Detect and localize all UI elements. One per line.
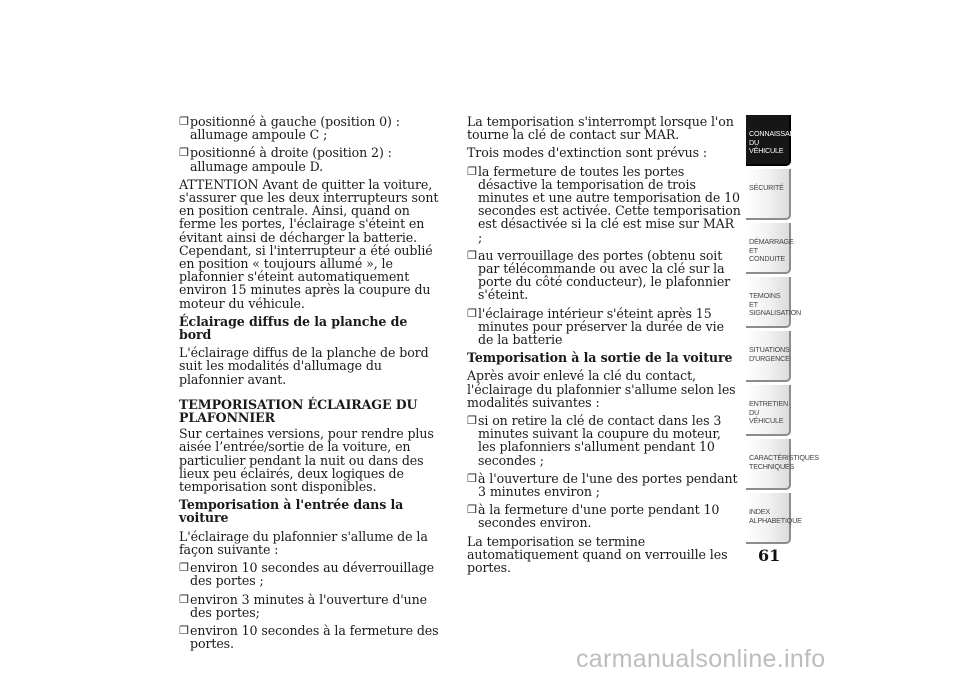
exit-heading: Temporisation à la sortie de la voiture	[467, 350, 733, 366]
list-item	[179, 146, 441, 172]
checkbox-bullet-icon: ❐	[467, 414, 477, 428]
list-item	[179, 624, 441, 650]
tab-label-line1: CONNAISSANCE DU	[749, 129, 805, 147]
bullet-text: environ 10 secondes à la fermeture des portes.	[190, 622, 439, 652]
list-item	[467, 503, 741, 529]
tab-label-line2: VÉHICULE	[749, 416, 784, 425]
section-heading: TEMPORISATION ÉCLAIRAGE DU PLAFONNIER	[179, 396, 418, 426]
bullet-text: positionné à gauche (position 0) : allumage ampoule C ;	[190, 114, 400, 143]
tab-label-line1: TEMOINS ET	[749, 291, 781, 309]
bullet-text: la fermeture de toutes les portes désactive la temporisation de trois minutes et une autre temporisation de 10 secondes est activée. Cette temporisation est désactivée si la clé est mise sur MAR ;	[478, 163, 741, 245]
list-item	[467, 249, 741, 302]
modes-intro: Trois modes d'extinction sont prévus :	[467, 145, 708, 161]
exit-intro: Après avoir enlevé la clé du contact, l'éclairage du plafonnier s'allume selon les modalités suivantes :	[467, 368, 736, 410]
interrupt-paragraph: La temporisation s'interrompt lorsque l'on tourne la clé de contact sur MAR.	[467, 114, 734, 143]
list-item	[179, 593, 441, 619]
diffuse-lighting-heading: Éclairage diffus de la planche de bord	[179, 313, 408, 343]
final-paragraph: La temporisation se termine automatiquement quand on verrouille les portes.	[467, 533, 728, 576]
checkbox-bullet-icon: ❐	[467, 306, 477, 320]
list-item	[179, 561, 441, 587]
list-item	[467, 165, 741, 244]
tab-entretien-du-vehicule[interactable]	[746, 385, 791, 436]
tab-situations-d-urgence[interactable]	[746, 331, 791, 382]
checkbox-bullet-icon: ❐	[179, 146, 189, 160]
bullet-text: à la fermeture d'une porte pendant 10 secondes environ.	[478, 502, 720, 531]
right-column	[467, 115, 741, 579]
checkbox-bullet-icon: ❐	[179, 592, 189, 606]
tab-label-line1: INDEX	[749, 507, 770, 516]
tab-demarrage-et-conduite[interactable]	[746, 223, 794, 274]
checkbox-bullet-icon: ❐	[179, 561, 189, 575]
tab-label-line2: D'URGENCE	[749, 353, 790, 363]
attention-paragraph: ATTENTION Avant de quitter la voiture, s'assurer que les deux interrupteurs sont en position centrale. Ainsi, quand on ferme les portes, l'éclairage s'éteint en évitant ainsi de décharger la batterie. Cependant, si l'interrupteur a été oublié en position « toujours allumé », le plafonnier s'éteint automatiquement environ 15 minutes après la coupure du moteur du véhicule.	[179, 176, 439, 311]
tab-caracteristiques-techniques[interactable]	[746, 439, 819, 490]
bullet-text: environ 3 minutes à l'ouverture d'une des portes;	[190, 591, 428, 620]
tab-label-line2: TECHNIQUES	[749, 461, 795, 471]
section-intro: Sur certaines versions, pour rendre plus aisée l’entrée/sortie de la voiture, en particulier pendant la nuit ou dans des lieux peu éclairés, deux logiques de temporisation sont disponibles.	[179, 426, 434, 495]
checkbox-bullet-icon: ❐	[179, 115, 189, 128]
bullet-text: si on retire la clé de contact dans les 3 minutes suivant la coupure du moteur, les plafonniers s'allument pendant 10 secondes ;	[478, 413, 722, 468]
tab-label-line1: SITUATIONS	[749, 345, 790, 354]
tab-label-line2: VÉHICULE	[749, 146, 784, 155]
checkbox-bullet-icon: ❐	[467, 471, 477, 485]
checkbox-bullet-icon: ❐	[467, 248, 477, 262]
list-item	[467, 307, 741, 347]
bullet-text: positionné à droite (position 2) : allumage ampoule D.	[190, 145, 392, 174]
list-item	[467, 472, 741, 498]
bullet-text: environ 10 secondes au déverrouillage des portes ;	[190, 560, 434, 589]
tab-label-line1: CARACTÉRISTIQUES	[749, 453, 819, 462]
bullet-text: à l'ouverture de l'une des portes pendant 3 minutes environ ;	[478, 470, 738, 500]
entry-intro: L'éclairage du plafonnier s'allume de la façon suivante :	[179, 528, 428, 557]
entry-heading: Temporisation à l'entrée dans la voiture	[179, 497, 404, 526]
page-number: 61	[758, 546, 781, 565]
tab-index-alphabetique[interactable]	[746, 493, 802, 544]
bullet-text: l'éclairage intérieur s'éteint après 15 minutes pour préserver la durée de vie de la batterie	[478, 305, 724, 348]
bullet-text: au verrouillage des portes (obtenu soit par télécommande ou avec la clé sur la porte du côté conducteur), le plafonnier s'éteint.	[478, 247, 731, 303]
list-item	[467, 414, 741, 467]
tab-temoins-et-signalisation[interactable]	[746, 277, 801, 328]
list-item	[179, 115, 441, 141]
tab-label-line2: CONDUITE	[749, 254, 785, 263]
tab-securite[interactable]	[746, 169, 791, 220]
tab-label-line1: SÉCURITÉ	[749, 183, 784, 192]
chapter-tabs	[746, 115, 819, 547]
checkbox-bullet-icon: ❐	[179, 623, 189, 637]
diffuse-lighting-text: L'éclairage diffus de la planche de bord suit les modalités d'allumage du plafonnier avant.	[179, 345, 429, 387]
watermark: carmanualsonline.info	[576, 645, 826, 673]
checkbox-bullet-icon: ❐	[467, 164, 477, 178]
checkbox-bullet-icon: ❐	[467, 503, 477, 517]
tab-connaissance-du-vehicule[interactable]	[746, 115, 805, 166]
left-column	[179, 115, 441, 655]
tab-label-line2: ALPHABETIQUE	[749, 515, 802, 525]
tab-label-line2: SIGNALISATION	[749, 308, 801, 317]
tab-label-line1: ENTRETIEN DU	[749, 399, 788, 417]
tab-label-line1: DÉMARRAGE ET	[749, 237, 794, 255]
